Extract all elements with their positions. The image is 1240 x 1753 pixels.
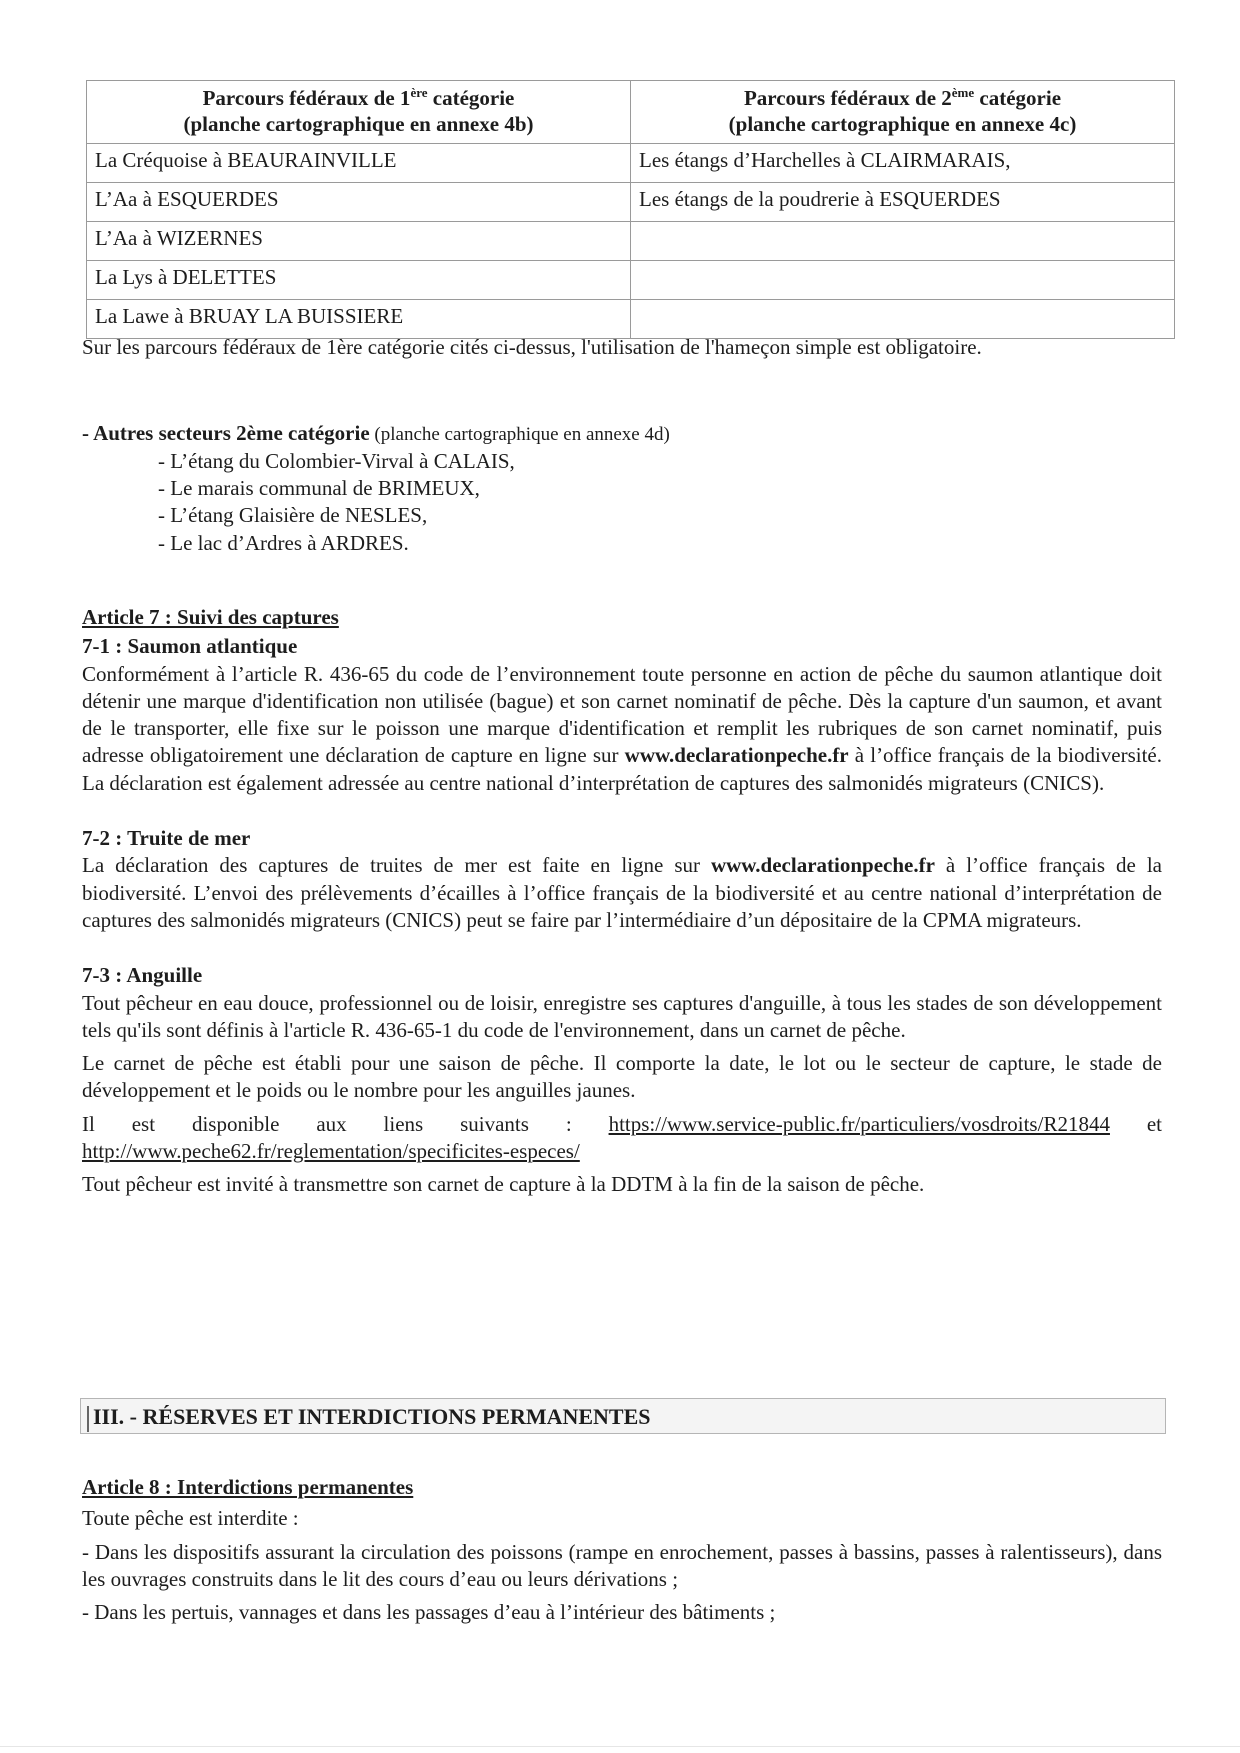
col2-header: Parcours fédéraux de 2ème catégorie (planche cartographique en annexe 4c)	[631, 81, 1175, 144]
autres-secteurs	[82, 420, 1162, 557]
list-item: - L’étang Glaisière de NESLES,	[158, 503, 428, 528]
section-7-1-title: 7-1 : Saumon atlantique	[82, 634, 298, 659]
article-8-intro: Toute pêche est interdite :	[82, 1506, 299, 1531]
table-header-row	[87, 81, 1175, 144]
table-cell: La Créquoise à BEAURAINVILLE	[87, 144, 631, 183]
list-item: - Dans les dispositifs assurant la circulation des poissons (rampe en enrochement, passes à bassins, passes à ralentisseurs), dans les ouvrages construits dans le lit des cours d’eau ou leurs dérivations ;	[82, 1539, 1162, 1591]
article-7-heading: Article 7 : Suivi des captures	[82, 605, 339, 629]
table-cell: Les étangs de la poudrerie à ESQUERDES	[631, 183, 1175, 222]
table-row	[87, 183, 1175, 222]
table-cell	[631, 261, 1175, 300]
table-cell: La Lawe à BRUAY LA BUISSIERE	[87, 300, 631, 339]
table-row	[87, 300, 1175, 339]
section-7-3-p2: Le carnet de pêche est établi pour une saison de pêche. Il comporte la date, le lot ou le secteur de capture, le stade de développement et le poids ou le nombre pour les anguilles jaunes.	[82, 1051, 1162, 1103]
declaration-link: www.declarationpeche.fr	[710, 853, 935, 878]
article-7	[82, 604, 1162, 1199]
list-item: - L’étang du Colombier-Virval à CALAIS,	[158, 448, 515, 473]
declaration-link: www.declarationpeche.fr	[624, 743, 849, 768]
col1-header: Parcours fédéraux de 1ère catégorie (planche cartographique en annexe 4b)	[87, 81, 631, 144]
autres-subtitle: (planche cartographique en annexe 4d)	[369, 424, 670, 445]
section-3-title-box	[80, 1398, 1166, 1434]
table-row	[87, 261, 1175, 300]
autres-list	[82, 448, 1162, 557]
list-item: - Le marais communal de BRIMEUX,	[158, 475, 480, 500]
section-7-3-p3: Il est disponible aux liens suivants : https://www.service-public.fr/particuliers/vosdroits/R21844 et http://www.peche62.fr/reglementation/specificites-especes/	[82, 1111, 1163, 1164]
list-item: - Dans les pertuis, vannages et dans les passages d’eau à l’intérieur des bâtiments ;	[82, 1600, 776, 1625]
service-public-link[interactable]: https://www.service-public.fr/particuliers/vosdroits/R21844	[608, 1111, 1110, 1136]
hook-note: Sur les parcours fédéraux de 1ère catégorie cités ci-dessus, l'utilisation de l'hameçon simple est obligatoire.	[82, 335, 982, 359]
autres-title: - Autres secteurs 2ème catégorie	[82, 421, 370, 445]
article-8-heading: Article 8 : Interdictions permanentes	[82, 1475, 414, 1499]
table-row	[87, 144, 1175, 183]
section-7-3-p1: Tout pêcheur en eau douce, professionnel ou de loisir, enregistre ses captures d'anguille, à tous les stades de son développement tels qu'ils sont définis à l'article R. 436-65-1 du code de l'environnement, dans un carnet de pêche.	[82, 990, 1162, 1042]
table-cell	[631, 222, 1175, 261]
section-7-3-p4: Tout pêcheur est invité à transmettre son carnet de capture à la DDTM à la fin de la saison de pêche.	[82, 1172, 925, 1197]
list-item: - Le lac d’Ardres à ARDRES.	[158, 530, 409, 555]
article-8	[82, 1474, 1162, 1626]
section-7-2-text: La déclaration des captures de truites de mer est faite en ligne sur www.declarationpeche.fr à l’office français de la biodiversité. L’envoi des prélèvements d’écailles à l’office français de la biodiversité et au centre national d’interprétation de captures des salmonidés migrateurs (CNICS) peut se faire par l’intermédiaire d’un dépositaire de la CPMA migrateurs.	[82, 853, 1162, 932]
section-7-3-title: 7-3 : Anguille	[82, 963, 203, 988]
section-3-title: III. - RÉSERVES ET INTERDICTIONS PERMANENTES	[93, 1404, 651, 1429]
table-row	[87, 222, 1175, 261]
table-cell: L’Aa à ESQUERDES	[87, 183, 631, 222]
section-7-1-text: Conformément à l’article R. 436-65 du code de l’environnement toute personne en action de pêche du saumon atlantique doit détenir une marque d'identification non utilisée (bague) et son carnet nominatif de pêche. Dès la capture d'un saumon, et avant de le transporter, elle fixe sur le poisson une marque d'identification et remplit les rubriques de son carnet nominatif, puis adresse obligatoirement une déclaration de capture en ligne sur www.declarationpeche.fr à l’office français de la biodiversité. La déclaration est également adressée au centre national d’interprétation de captures des salmonidés migrateurs (CNICS).	[82, 661, 1163, 795]
table-cell: L’Aa à WIZERNES	[87, 222, 631, 261]
parcours-table	[86, 80, 1175, 339]
table-cell: La Lys à DELETTES	[87, 261, 631, 300]
table-cell	[631, 300, 1175, 339]
peche62-link[interactable]: http://www.peche62.fr/reglementation/specificites-especes/	[82, 1139, 580, 1164]
divider	[0, 1746, 1240, 1747]
section-7-2-title: 7-2 : Truite de mer	[82, 826, 251, 851]
table-cell: Les étangs d’Harchelles à CLAIRMARAIS,	[631, 144, 1175, 183]
divider	[87, 1406, 89, 1432]
